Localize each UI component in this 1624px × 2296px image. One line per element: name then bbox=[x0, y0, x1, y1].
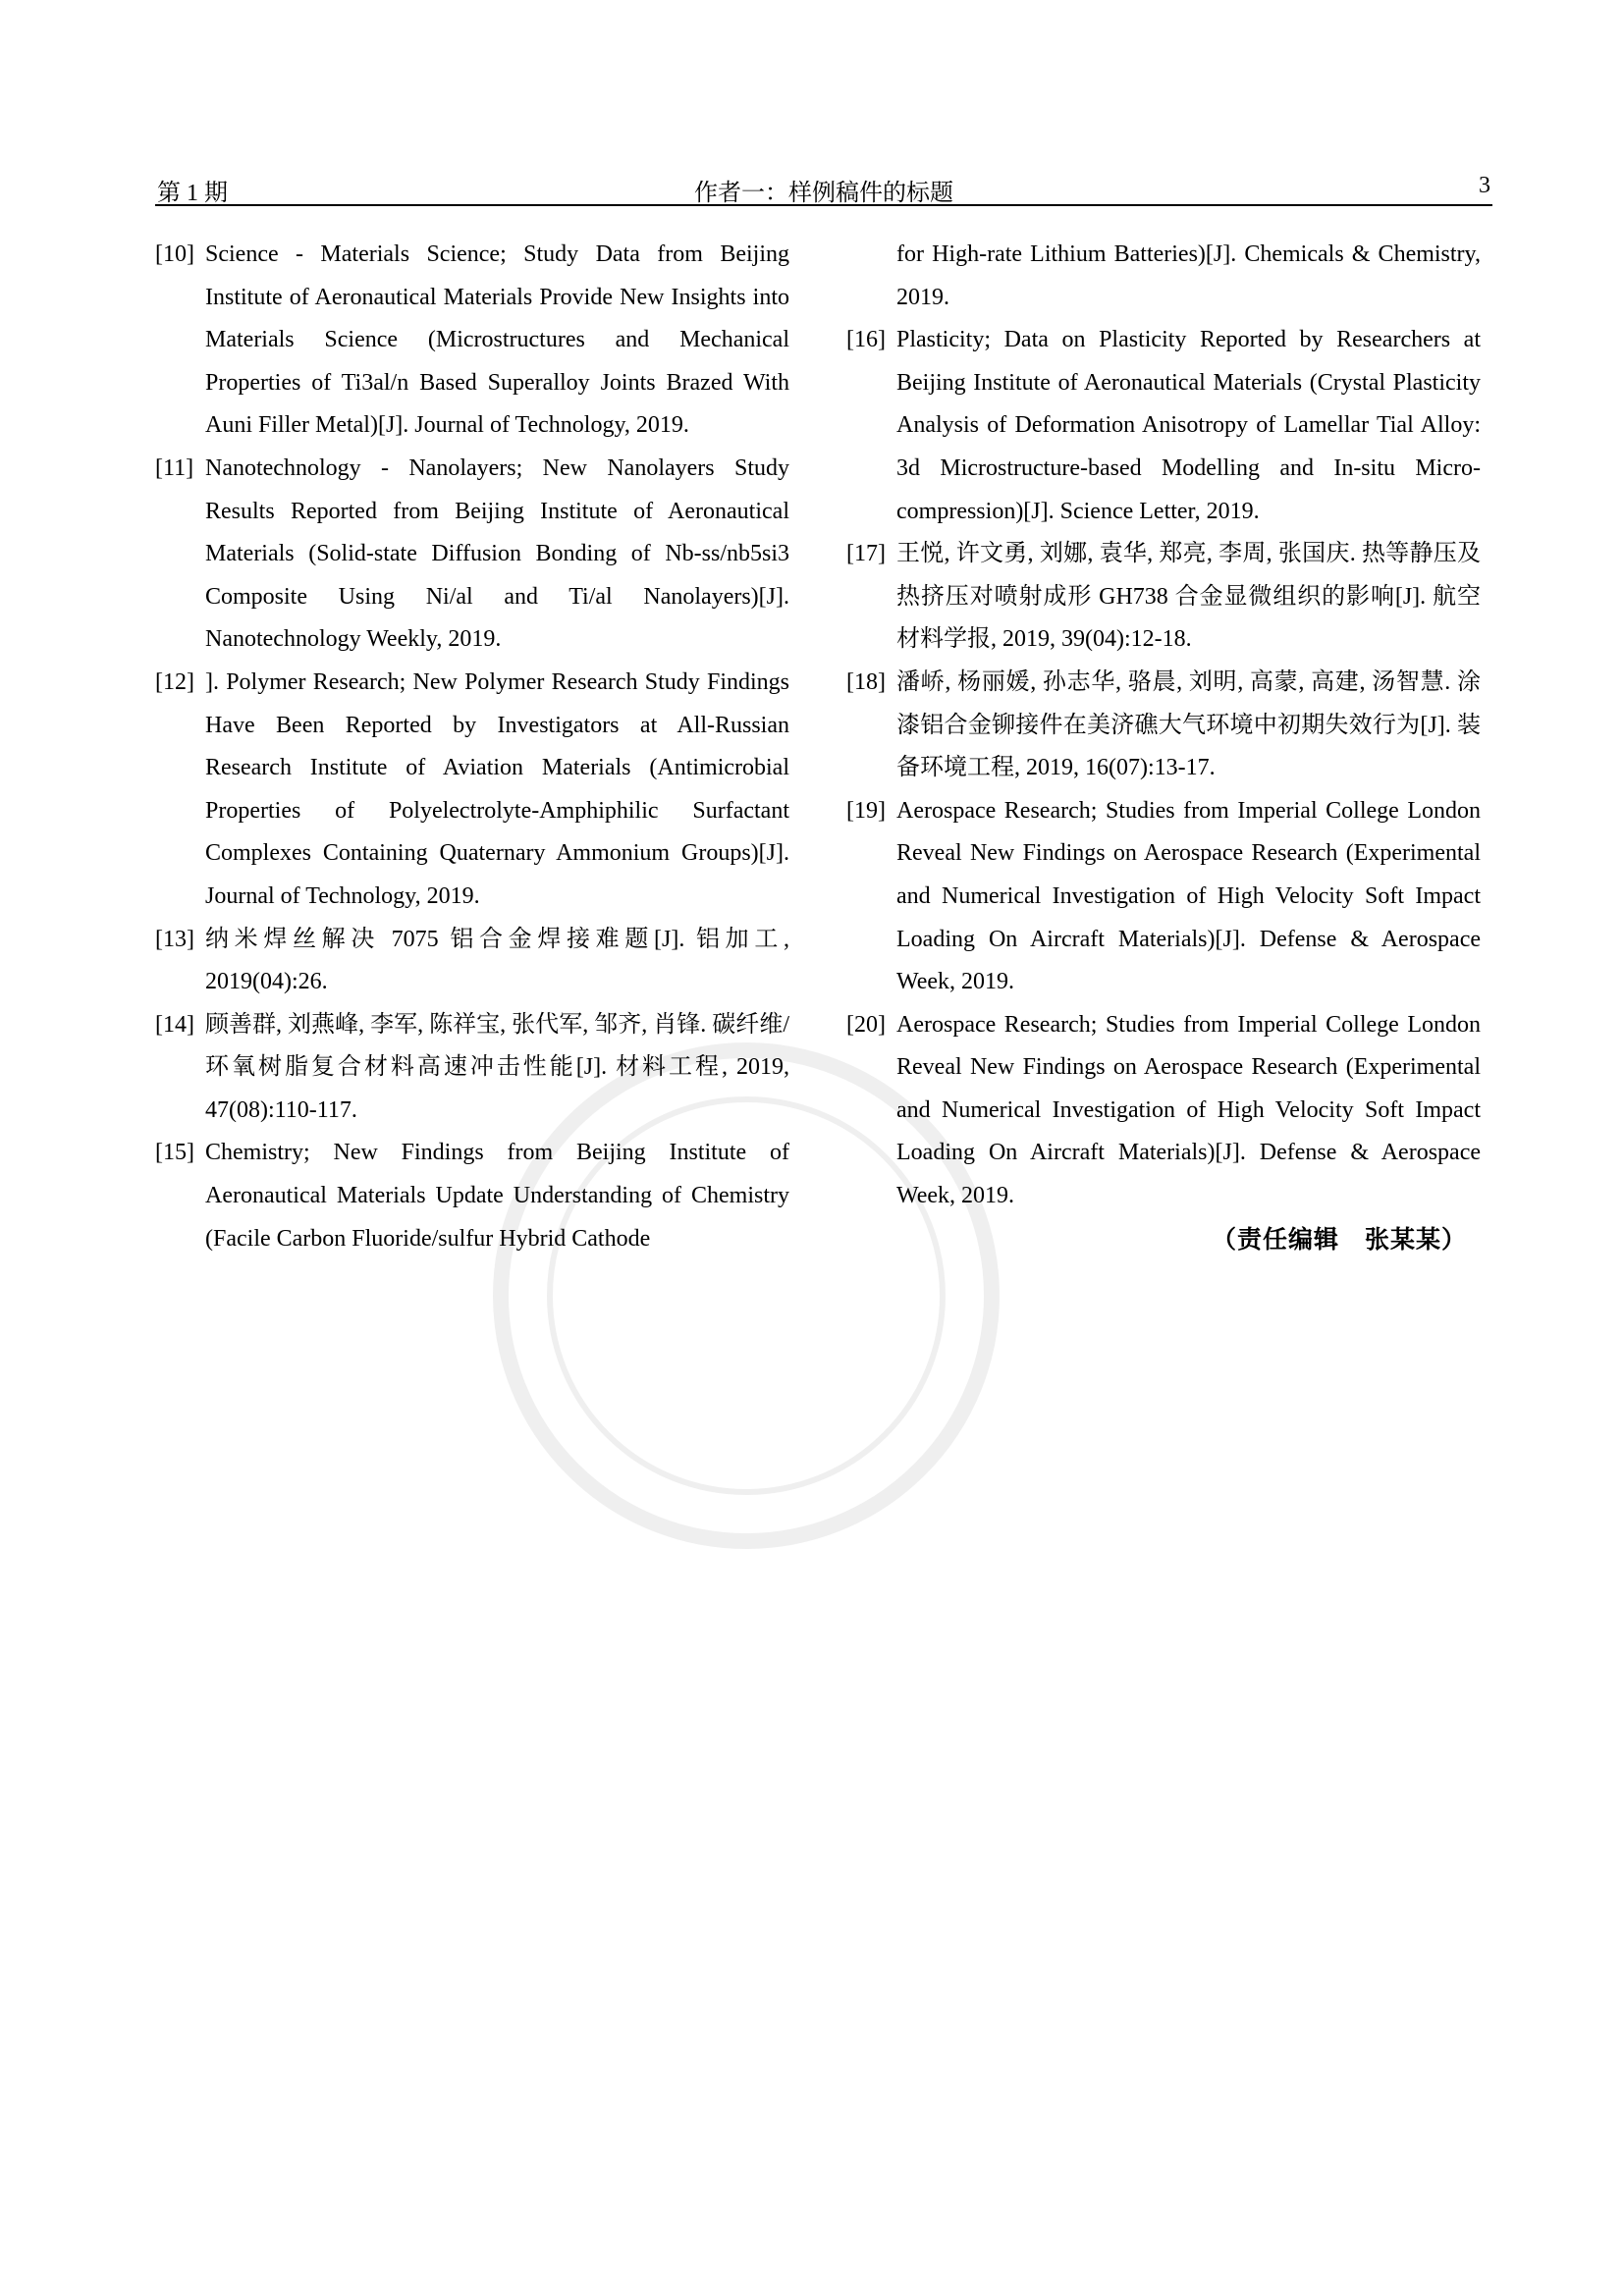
right-column bbox=[846, 234, 1481, 1260]
editor-paren-open: （ bbox=[1211, 1224, 1237, 1254]
reference-number: [19] bbox=[846, 797, 886, 824]
reference-text: 王悦, 许文勇, 刘娜, 袁华, 郑亮, 李周, 张国庆. 热等静压及热挤压对喷射成形 GH738 合金显微组织的影响[J]. 航空材料学报, 2019, 39(04):12-18. bbox=[896, 541, 1481, 653]
reference-text: Aerospace Research; Studies from Imperial College London Reveal New Findings on Aerospace Research (Experimental and Numerical Investigation of High Velocity Soft Impact Loading On Aircraft Materials)[J]. Defense & Aerospace Week, 2019. bbox=[896, 797, 1481, 995]
responsible-editor bbox=[846, 1218, 1481, 1261]
reference-number: [11] bbox=[155, 454, 194, 481]
reference-entry bbox=[155, 1004, 789, 1133]
reference-number: [10] bbox=[155, 241, 194, 267]
reference-entry bbox=[846, 790, 1481, 1004]
reference-entry bbox=[155, 919, 789, 1004]
reference-text: 纳米焊丝解决 7075 铝合金焊接难题[J]. 铝加工, 2019(04):26. bbox=[205, 926, 789, 995]
editor-role: 责任编辑 bbox=[1236, 1224, 1339, 1254]
reference-text: ]. Polymer Research; New Polymer Research Study Findings Have Been Reported by Investigators at All-Russian Research Institute of Aviation Materials (Antimicrobial Properties of Polyelectrolyte-Amphiphilic Surfactant Complexes Containing Quaternary Ammonium Groups)[J]. Journal of Technology, 2019. bbox=[205, 668, 789, 909]
reference-number: [17] bbox=[846, 541, 886, 567]
reference-entry bbox=[846, 319, 1481, 533]
reference-text: Science - Materials Science; Study Data from Beijing Institute of Aeronautical Materials Provide New Insights into Materials Science (Microstructures and Mechanical Properties of Ti3al/n Based Superalloy Joints Brazed With Auni Filler Metal)[J]. Journal of Technology, 2019. bbox=[205, 241, 789, 439]
reference-number: [18] bbox=[846, 668, 886, 695]
editor-paren-close: ） bbox=[1440, 1224, 1467, 1254]
reference-text: Plasticity; Data on Plasticity Reported by Researchers at Beijing Institute of Aeronautical Materials (Crystal Plasticity Analysis of Deformation Anisotropy of Lamellar Tial Alloy: 3d Microstructure-based Modelling and In-situ Micro-compression)[J]. Science Letter, 2019. bbox=[896, 327, 1481, 524]
reference-text: Nanotechnology - Nanolayers; New Nanolayers Study Results Reported from Beijing Institute of Aeronautical Materials (Solid-state Diffusion Bonding of Nb-ss/nb5si3 Composite Using Ni/al and Ti/al Nanolayers)[J]. Nanotechnology Weekly, 2019. bbox=[205, 454, 789, 653]
reference-entry bbox=[846, 662, 1481, 790]
page-header bbox=[155, 169, 1492, 206]
reference-text: for High-rate Lithium Batteries)[J]. Chemicals & Chemistry, 2019. bbox=[896, 241, 1481, 310]
reference-entry bbox=[846, 533, 1481, 662]
issue-label: 第 1 期 bbox=[157, 181, 228, 206]
reference-text: 潘峤, 杨丽媛, 孙志华, 骆晨, 刘明, 高蒙, 高建, 汤智慧. 涂漆铝合金铆接件在美济礁大气环境中初期失效行为[J]. 装备环境工程, 2019, 16(07):13-17. bbox=[896, 668, 1481, 781]
reference-number: [16] bbox=[846, 327, 886, 353]
reference-entry bbox=[155, 448, 789, 662]
reference-entry bbox=[155, 1132, 789, 1260]
reference-entry bbox=[155, 234, 789, 448]
reference-number: [13] bbox=[155, 926, 194, 952]
reference-text: Aerospace Research; Studies from Imperial College London Reveal New Findings on Aerospace Research (Experimental and Numerical Investigation of High Velocity Soft Impact Loading On Aircraft Materials)[J]. Defense & Aerospace Week, 2019. bbox=[896, 1011, 1481, 1209]
left-column bbox=[155, 234, 789, 1260]
reference-entry bbox=[846, 1004, 1481, 1218]
reference-number: [15] bbox=[155, 1140, 194, 1166]
reference-text: 顾善群, 刘燕峰, 李军, 陈祥宝, 张代军, 邹齐, 肖锋. 碳纤维/环氧树脂复合材料高速冲击性能[J]. 材料工程, 2019, 47(08):110-117. bbox=[205, 1011, 789, 1123]
reference-entry bbox=[155, 662, 789, 919]
running-title: 作者一：样例稿件的标题 bbox=[694, 181, 953, 206]
reference-number: [14] bbox=[155, 1011, 194, 1038]
reference-number: [12] bbox=[155, 668, 194, 695]
reference-number: [20] bbox=[846, 1011, 886, 1038]
reference-text: Chemistry; New Findings from Beijing Institute of Aeronautical Materials Update Understanding of Chemistry (Facile Carbon Fluoride/sulfur Hybrid Cathode bbox=[205, 1140, 789, 1252]
page-number: 3 bbox=[1479, 173, 1490, 198]
editor-name: 张某某 bbox=[1364, 1224, 1441, 1254]
reference-continuation bbox=[846, 234, 1481, 319]
